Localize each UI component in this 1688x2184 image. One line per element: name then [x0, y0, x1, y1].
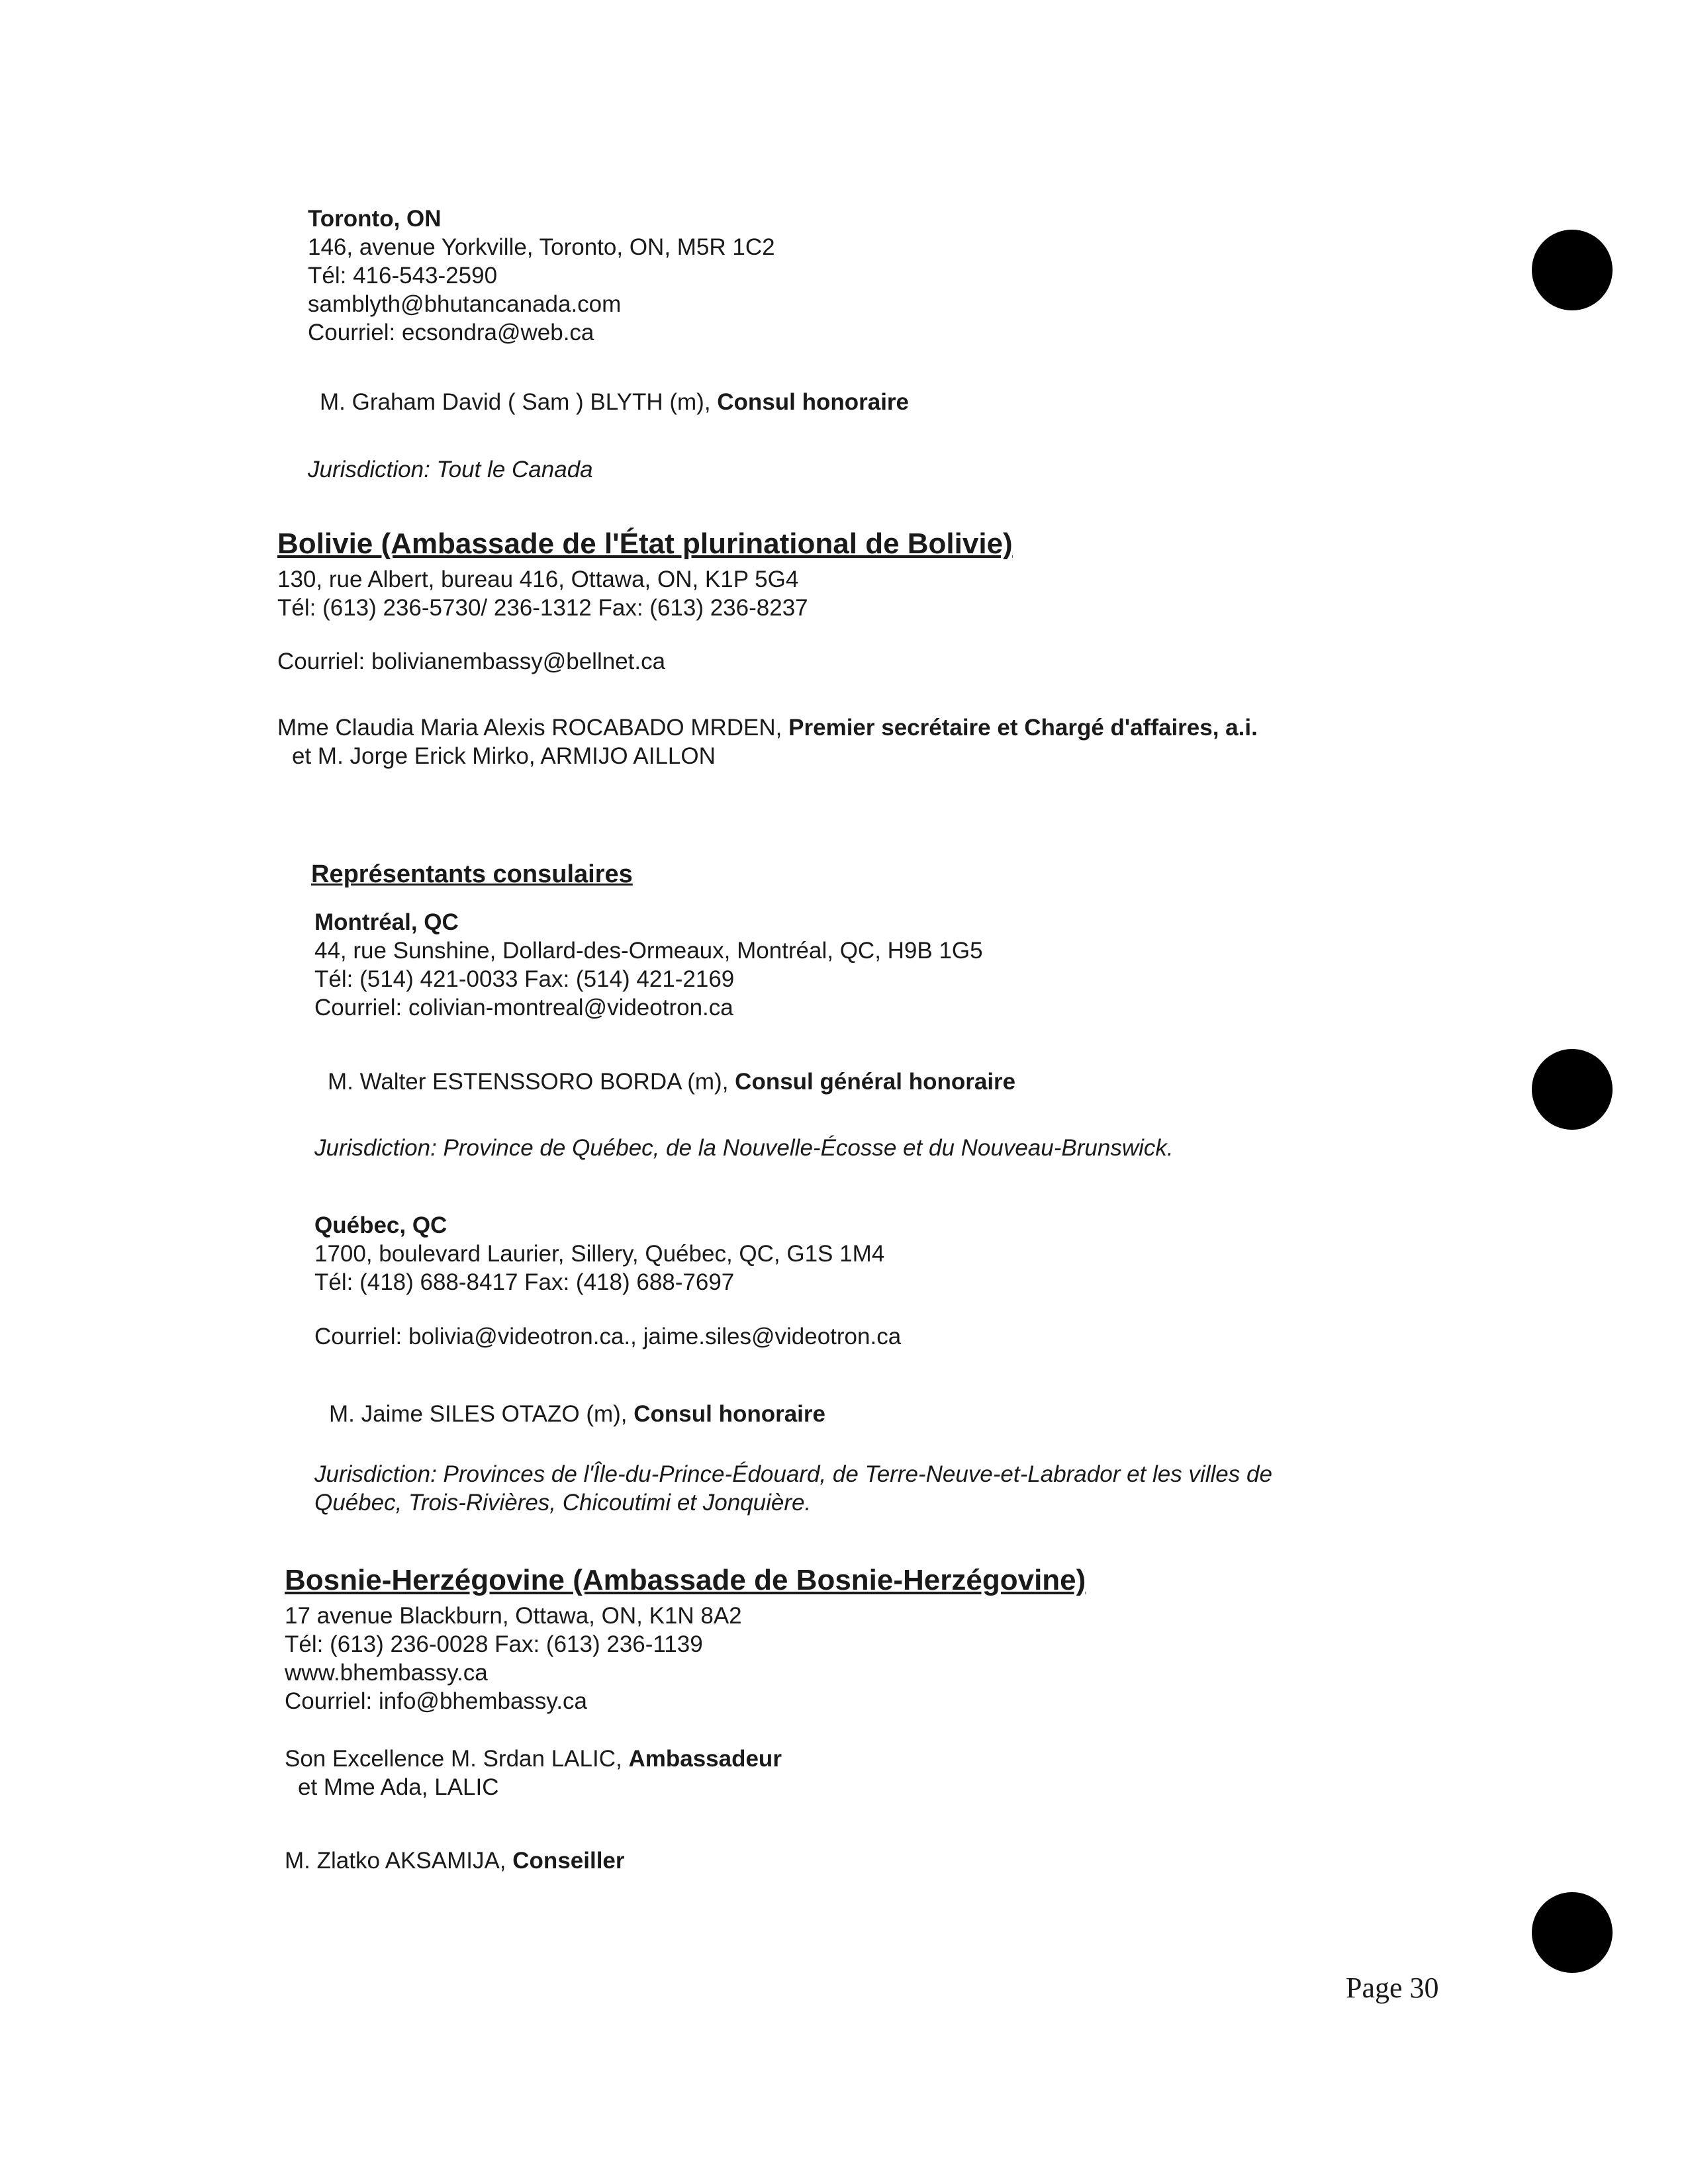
email-address: Courriel: info@bhembassy.ca — [285, 1688, 588, 1714]
person-name: Mme Claudia Maria Alexis ROCABADO MRDEN, — [277, 715, 782, 741]
jurisdiction-note: Jurisdiction: Tout le Canada — [308, 457, 593, 482]
spouse-name: et M. Jorge Erick Mirko, ARMIJO AILLON — [292, 743, 716, 769]
page-number: Page 30 — [1346, 1972, 1439, 2004]
city-name: Québec, QC — [314, 1212, 447, 1238]
diplomat-entry — [277, 713, 1258, 742]
jurisdiction-line: Jurisdiction: Provinces de l'Île-du-Prince-Édouard, de Terre-Neuve-et-Labrador et les villes de — [314, 1461, 1272, 1487]
person-name: Son Excellence M. Srdan LALIC, — [285, 1746, 622, 1772]
toronto-address-block — [308, 205, 775, 347]
phone-number: Tél: 416-543-2590 — [308, 263, 498, 289]
email-address: Courriel: bolivianembassy@bellnet.ca — [277, 649, 666, 674]
diplomat-entry — [285, 1745, 782, 1773]
street-address: 130, rue Albert, bureau 416, Ottawa, ON, K1P 5G4 — [277, 567, 799, 592]
street-address: 44, rue Sunshine, Dollard-des-Ormeaux, Montréal, QC, H9B 1G5 — [314, 938, 983, 964]
person-title: Consul honoraire — [717, 389, 910, 415]
phone-number: Tél: (613) 236-0028 Fax: (613) 236-1139 — [285, 1631, 703, 1657]
punch-hole — [1532, 230, 1613, 310]
country-heading-bolivie: Bolivie (Ambassade de l'État plurinational de Bolivie) — [277, 527, 1013, 560]
diplomat-entry — [285, 1846, 625, 1875]
phone-number: Tél: (418) 688-8417 Fax: (418) 688-7697 — [314, 1269, 735, 1295]
person-name: M. Walter ESTENSSORO BORDA (m), — [328, 1069, 729, 1095]
quebec-address-block — [314, 1211, 884, 1297]
punch-hole — [1532, 1049, 1613, 1130]
person-title: Ambassadeur — [628, 1746, 782, 1772]
person-title: Premier secrétaire et Chargé d'affaires, a.i. — [788, 715, 1258, 741]
embassy-address-block — [277, 565, 808, 622]
person-title: Consul général honoraire — [735, 1069, 1016, 1095]
street-address: 1700, boulevard Laurier, Sillery, Québec, QC, G1S 1M4 — [314, 1241, 885, 1267]
email-address: Courriel: colivian-montreal@videotron.ca — [314, 995, 733, 1021]
website: www.bhembassy.ca — [285, 1660, 488, 1686]
street-address: 146, avenue Yorkville, Toronto, ON, M5R 1C2 — [308, 234, 775, 260]
country-heading-bosnie: Bosnie-Herzégovine (Ambassade de Bosnie-Herzégovine) — [285, 1564, 1086, 1596]
city-name: Toronto, ON — [308, 206, 442, 232]
montreal-address-block — [314, 908, 983, 1022]
person-name: M. Zlatko AKSAMIJA, — [285, 1848, 506, 1874]
punch-hole — [1532, 1892, 1613, 1973]
jurisdiction-note: Jurisdiction: Province de Québec, de la Nouvelle-Écosse et du Nouveau-Brunswick. — [314, 1135, 1174, 1161]
spouse-name: et Mme Ada, LALIC — [298, 1774, 499, 1800]
consul-entry — [320, 388, 909, 416]
person-name: M. Graham David ( Sam ) BLYTH (m), — [320, 389, 711, 415]
person-name: M. Jaime SILES OTAZO (m), — [329, 1401, 628, 1427]
email-address: Courriel: bolivia@videotron.ca., jaime.siles@videotron.ca — [314, 1324, 902, 1349]
person-title: Consul honoraire — [633, 1401, 825, 1427]
phone-number: Tél: (514) 421-0033 Fax: (514) 421-2169 — [314, 966, 735, 992]
phone-number: Tél: (613) 236-5730/ 236-1312 Fax: (613) 236-8237 — [277, 595, 808, 621]
email-address: Courriel: ecsondra@web.ca — [308, 320, 594, 345]
jurisdiction-note — [314, 1460, 1272, 1517]
consul-entry — [329, 1400, 825, 1428]
street-address: 17 avenue Blackburn, Ottawa, ON, K1N 8A2 — [285, 1603, 742, 1629]
consular-heading: Représentants consulaires — [311, 860, 633, 888]
jurisdiction-line: Québec, Trois-Rivières, Chicoutimi et Jonquière. — [314, 1490, 812, 1516]
embassy-address-block — [285, 1602, 742, 1715]
consul-entry — [328, 1068, 1015, 1096]
email-address: samblyth@bhutancanada.com — [308, 291, 622, 317]
person-title: Conseiller — [512, 1848, 625, 1874]
city-name: Montréal, QC — [314, 909, 459, 935]
